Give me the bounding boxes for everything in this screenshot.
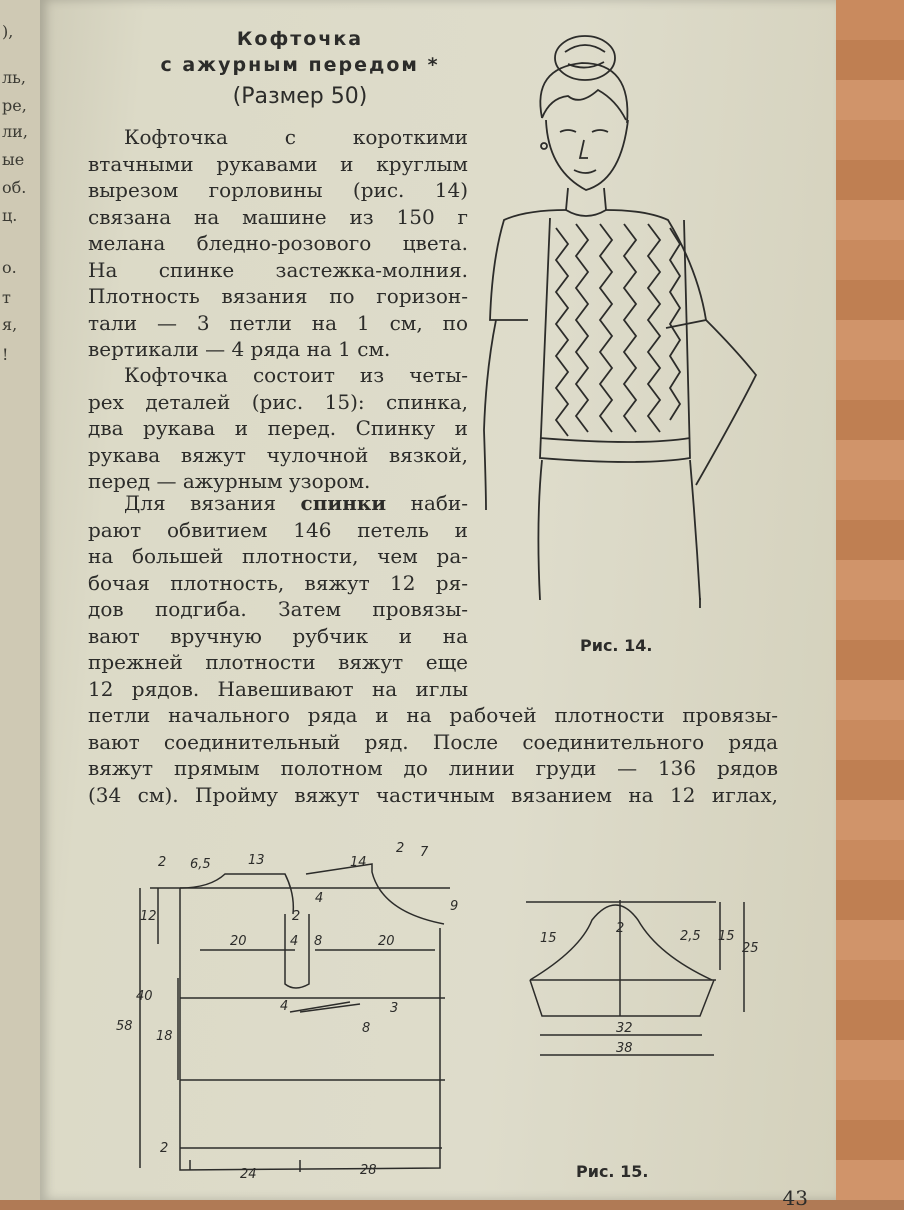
article-title-line2: с ажурным передом *: [160, 54, 440, 76]
dim-neck-width-right: 7: [420, 845, 429, 860]
prev-page-glyph: ль,: [2, 68, 26, 87]
text-line: вают соединительный ряд. После соединительного ряда: [88, 729, 778, 754]
text-line: перед — ажурным узором.: [88, 469, 371, 493]
prev-page-glyph: об.: [2, 178, 27, 197]
paragraph-3: [88, 490, 468, 702]
text-line: вают вручную рубчик и на: [88, 623, 468, 648]
book-page: [40, 0, 836, 1210]
paragraph-1: [88, 124, 468, 363]
text-line: вяжут прямым полотном до линии груди — 136 рядов: [88, 756, 778, 780]
dim-neck-depth-left: 2: [158, 855, 167, 870]
prev-page-glyph: ре,: [2, 96, 27, 115]
text-fragment: Для вязания: [124, 491, 277, 515]
sleeve-dim-cap-2: 2: [616, 921, 625, 936]
text-line: прежней плотности вяжут еще: [88, 650, 468, 674]
sleeve-dim-width-38: 38: [616, 1041, 633, 1056]
dim-shoulder-left: 13: [248, 853, 265, 868]
sleeve-dim-cap-15: 15: [540, 931, 557, 946]
text-line: вырезом горловины (рис. 14): [88, 178, 468, 202]
sleeve-dim-height-15: 15: [718, 929, 735, 944]
text-line: На спинке застежка-молния.: [88, 257, 468, 282]
prev-page-glyph: о.: [2, 258, 17, 277]
figure-15-caption: Рис. 15.: [576, 1162, 649, 1181]
dim-left-12: 12: [140, 909, 157, 924]
prev-page-glyph: ),: [2, 22, 14, 41]
dim-center-2: 2: [292, 909, 301, 924]
figure-15-body-pattern: [110, 830, 470, 1190]
dim-width-20-right: 20: [378, 934, 395, 949]
figure-14-illustration: [480, 28, 810, 608]
prev-page-glyph: ли,: [2, 122, 28, 141]
text-line: петли начального ряда и на рабочей плотности провязы-: [88, 703, 778, 727]
bold-term-spinki: спинки: [300, 491, 387, 515]
size-subtitle: (Размер 50): [232, 84, 368, 109]
paragraph-3-continued: [88, 702, 778, 808]
text-line: рех деталей (рис. 15): спинка,: [88, 389, 468, 414]
dim-shoulder-drop: 6,5: [190, 857, 211, 872]
prev-page-glyph: я,: [2, 315, 18, 334]
dim-dart-4: 4: [280, 999, 289, 1014]
dim-width-4: 4: [290, 934, 299, 949]
article-title-line1: Кофточка: [236, 28, 364, 50]
text-line: два рукава и перед. Спинку и: [88, 416, 468, 440]
wooden-table-background: [824, 0, 904, 1200]
dim-dart-8: 8: [362, 1021, 371, 1036]
text-line: Кофточка с короткими: [124, 125, 468, 149]
dim-bottom-28: 28: [360, 1163, 377, 1178]
text-line: 12 рядов. Навешивают на иглы: [88, 676, 468, 701]
text-line: мелана бледно-розового цвета.: [88, 231, 468, 255]
text-line: тали — 3 петли на 1 см, по: [88, 310, 468, 335]
dim-shoulder-right: 14: [350, 855, 367, 870]
text-line: втачными рукавами и круглым: [88, 151, 468, 176]
prev-page-glyph: ц.: [2, 206, 18, 225]
dim-right-9: 9: [450, 899, 459, 914]
dim-width-20-left: 20: [230, 934, 247, 949]
dim-neck-depth-right: 2: [396, 841, 405, 856]
text-line: связана на машине из 150 г: [88, 204, 468, 229]
prev-page-glyph: ые: [2, 150, 25, 169]
text-line: дов подгиба. Затем провязы-: [88, 597, 468, 621]
text-line: (34 см). Пройму вяжут частичным вязанием на 12 иглах,: [88, 782, 778, 807]
dim-center-4-top: 4: [315, 891, 324, 906]
figure-14-caption: Рис. 14.: [580, 636, 653, 655]
text-line: Кофточка состоит из четы-: [124, 363, 468, 387]
text-line: [88, 490, 468, 517]
sleeve-dim-width-32: 32: [616, 1021, 633, 1036]
text-line: Плотность вязания по горизон-: [88, 284, 468, 308]
dim-height-58: 58: [116, 1019, 133, 1034]
text-fragment: наби-: [410, 491, 468, 515]
paragraph-2: [88, 362, 468, 495]
text-line: на большей плотности, чем ра-: [88, 544, 468, 568]
text-line: вертикали — 4 ряда на 1 см.: [88, 337, 391, 361]
text-line: рают обвитием 146 петель и: [88, 517, 468, 542]
dim-hem-2: 2: [160, 1141, 169, 1156]
text-line: рукава вяжут чулочной вязкой,: [88, 442, 468, 467]
prev-page-glyph: т: [2, 288, 11, 307]
dim-width-8: 8: [314, 934, 323, 949]
text-line: бочая плотность, вяжут 12 ря-: [88, 570, 468, 595]
dim-height-40: 40: [136, 989, 153, 1004]
previous-page-edge: [0, 0, 41, 1200]
prev-page-glyph: !: [2, 345, 9, 364]
dim-dart-3: 3: [390, 1001, 399, 1016]
dim-height-18: 18: [156, 1029, 173, 1044]
figure-15-sleeve-pattern: [520, 880, 760, 1070]
sleeve-dim-cap-2-5: 2,5: [680, 929, 701, 944]
sleeve-dim-height-25: 25: [742, 941, 759, 956]
dim-bottom-24: 24: [240, 1167, 257, 1182]
page-number: 43: [782, 1186, 808, 1210]
